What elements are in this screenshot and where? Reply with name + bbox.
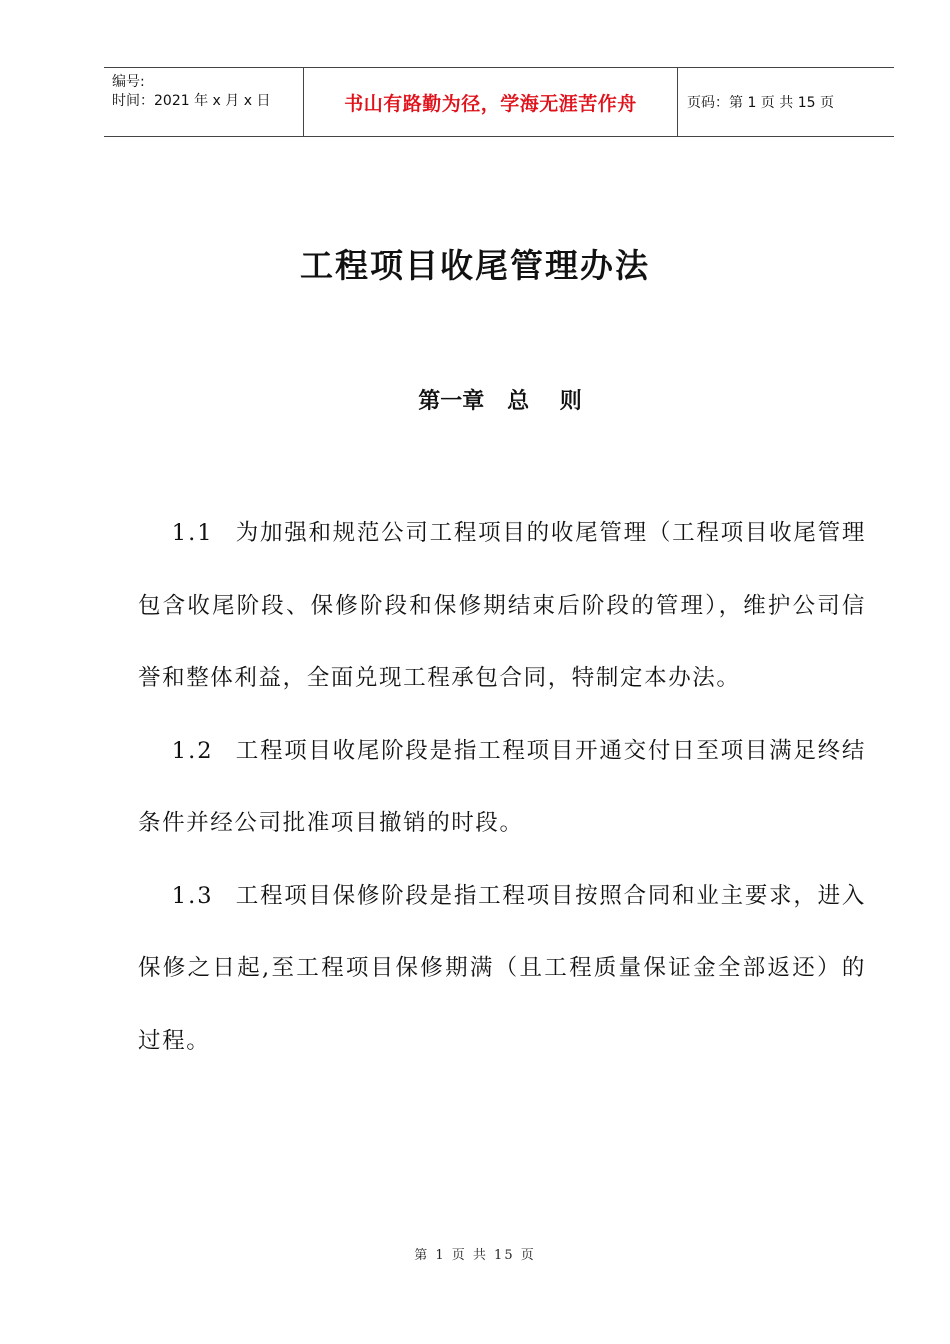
chapter-heading: 第一章 总 则 [418,389,582,414]
clause-text: 工程项目收尾阶段是指工程项目开通交付日至项目满足终结条件并经公司批准项目撤销的时段。 [138,737,866,836]
paragraph [138,860,866,1078]
header-motto: 书山有路勤为径，学海无涯苦作舟 [304,68,678,136]
document-body [138,497,866,1077]
document-number-label: 编号: [112,74,145,90]
document-title: 工程项目收尾管理办法 [300,246,650,285]
page-header [104,67,894,137]
clause-text: 为加强和规范公司工程项目的收尾管理（工程项目收尾管理包含收尾阶段、保修阶段和保修期结束后阶段的管理），维护公司信誉和整体利益，全面兑现工程承包合同，特制定本办法。 [138,520,866,691]
paragraph [138,715,866,860]
page-footer: 第 1 页 共 15 页 [414,1248,536,1263]
paragraph [138,497,866,715]
clause-text: 工程项目保修阶段是指工程项目按照合同和业主要求，进入保修之日起,至工程项目保修期满（且工程质量保证金全部返还）的过程。 [138,882,866,1054]
header-page-info: 页码：第 1 页 共 15 页 [687,95,834,111]
header-meta [104,68,304,136]
clause-number: 1.3 [171,882,214,909]
document-date: 时间：2021 年 x 月 x 日 [112,93,271,109]
clause-number: 1.2 [171,737,214,764]
clause-number: 1.1 [171,520,214,546]
